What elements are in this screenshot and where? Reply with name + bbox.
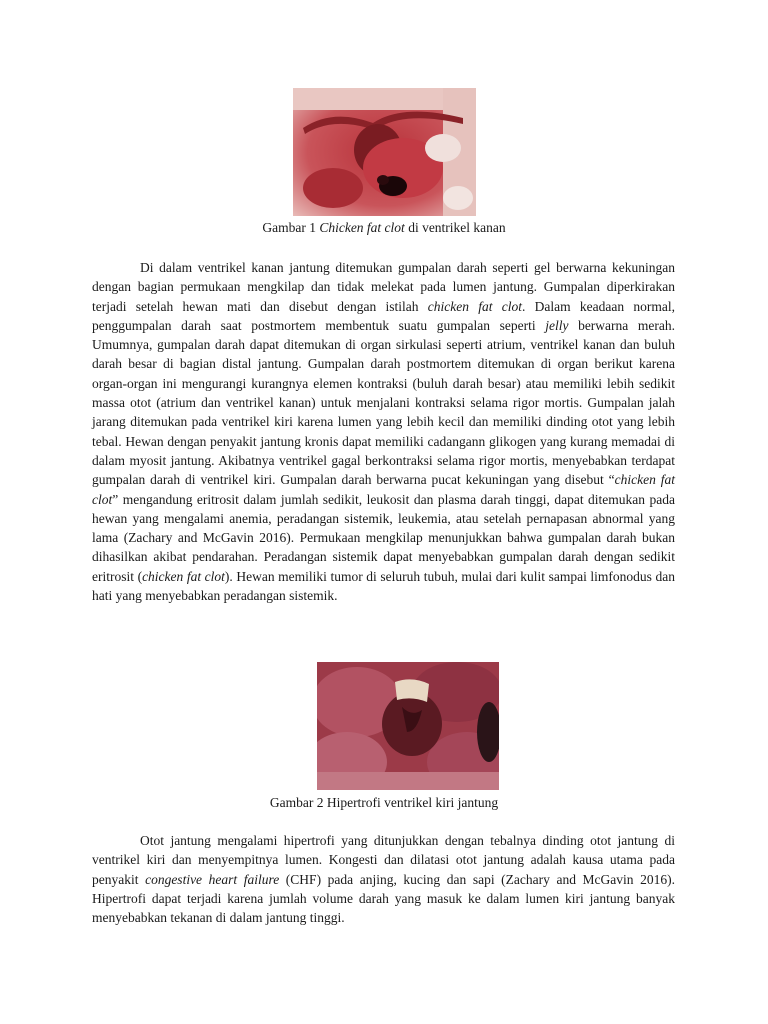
italic-term: chicken fat clot — [142, 568, 225, 584]
text-run: ). Hewan memiliki tumor di seluruh tubuh, mulai dari kulit sampai limfonodus dan hati yang menyebabkan peradangan sistemik. — [92, 568, 675, 604]
italic-term: congestive heart failure — [145, 871, 280, 887]
paragraph-1 — [92, 258, 675, 605]
text-run: berwarna merah. Umumnya, gumpalan darah dapat ditemukan di organ sirkulasi seperti atrium, ventrikel kanan dan buluh darah besar di bagian distal jantung. Gumpalan darah postmortem ditemukan di organ berikut karena organ-organ ini mengurangi kurangnya elemen kontraksi (buluh darah besar) atau memiliki lebih sedikit massa otot (atrium dan ventrikel kanan) untuk menjalani kontraksi selama rigor mortis. Gumpalan jalah jarang ditemukan pada ventrikel kiri karena lumen yang lebih kecil dan memiliki dinding otot yang lebih tebal. Hewan dengan penyakit jantung kronis dapat memiliki cadangann glikogen yang kurang memadai di dalam myosit jantung. Akibatnya ventrikel gagal berkontraksi selama rigor mortis, menyebabkan terdapat gumpalan darah di ventrikel kiri. Gumpalan darah berwarna pucat kekuningan yang disebut “ — [92, 317, 675, 488]
figure-1-caption — [0, 219, 768, 237]
caption-prefix: Gambar 1 — [262, 220, 320, 235]
figure-1-photo — [293, 88, 476, 216]
text-run: (CHF) pada anjing, kucing dan sapi (Zachary and McGavin 2016). Hipertrofi dapat terjadi karena jumlah volume darah yang masuk ke dalam lumen kiri jantung banyak menyebabkan tekanan di dalam jantung tinggi. — [92, 871, 675, 926]
caption-suffix: di ventrikel kanan — [404, 220, 506, 235]
text-run: ” mengandung eritrosit dalam jumlah sedikit, leukosit dan plasma darah tinggi, dapat ditemukan pada hewan yang mengalami anemia, peradangan sistemik, leukemia, atau setelah pernapasan abnormal yang lama (Zachary and McGavin 2016). Permukaan mengkilap menunjukkan bahwa gumpalan darah bukan dihasilkan akibat pendarahan. Peradangan sistemik dapat menyebabkan gumpalan darah dengan sedikit eritrosit ( — [92, 491, 675, 584]
figure-2-photo — [317, 662, 499, 790]
italic-term: chicken fat clot — [427, 298, 523, 314]
heart-hypertrophy-image — [317, 662, 499, 790]
paragraph-2 — [92, 831, 675, 927]
text-run: . Dalam keadaan normal, penggumpalan darah saat postmortem membentuk suatu gumpalan seperti — [92, 298, 675, 333]
italic-term: chicken fat clot — [92, 472, 675, 507]
heart-clot-image — [293, 88, 476, 216]
text-run: Di dalam ventrikel kanan jantung ditemukan gumpalan darah seperti gel berwarna kekuningan dengan bagian permukaan mengkilap dan tidak melekat pada lumen jantung. Gumpalan diperkirakan terjadi setelah hewan mati dan disebut dengan istilah — [92, 260, 675, 314]
figure-2-caption: Gambar 2 Hipertrofi ventrikel kiri jantung — [269, 795, 499, 810]
italic-term: jelly — [545, 317, 569, 333]
caption-italic-term: Chicken fat clot — [319, 220, 405, 235]
text-run: Otot jantung mengalami hipertrofi yang ditunjukkan dengan tebalnya dinding otot jantung di ventrikel kiri dan menyempitnya lumen. Kongesti dan dilatasi otot jantung adalah kausa utama pada penyakit — [92, 833, 675, 887]
